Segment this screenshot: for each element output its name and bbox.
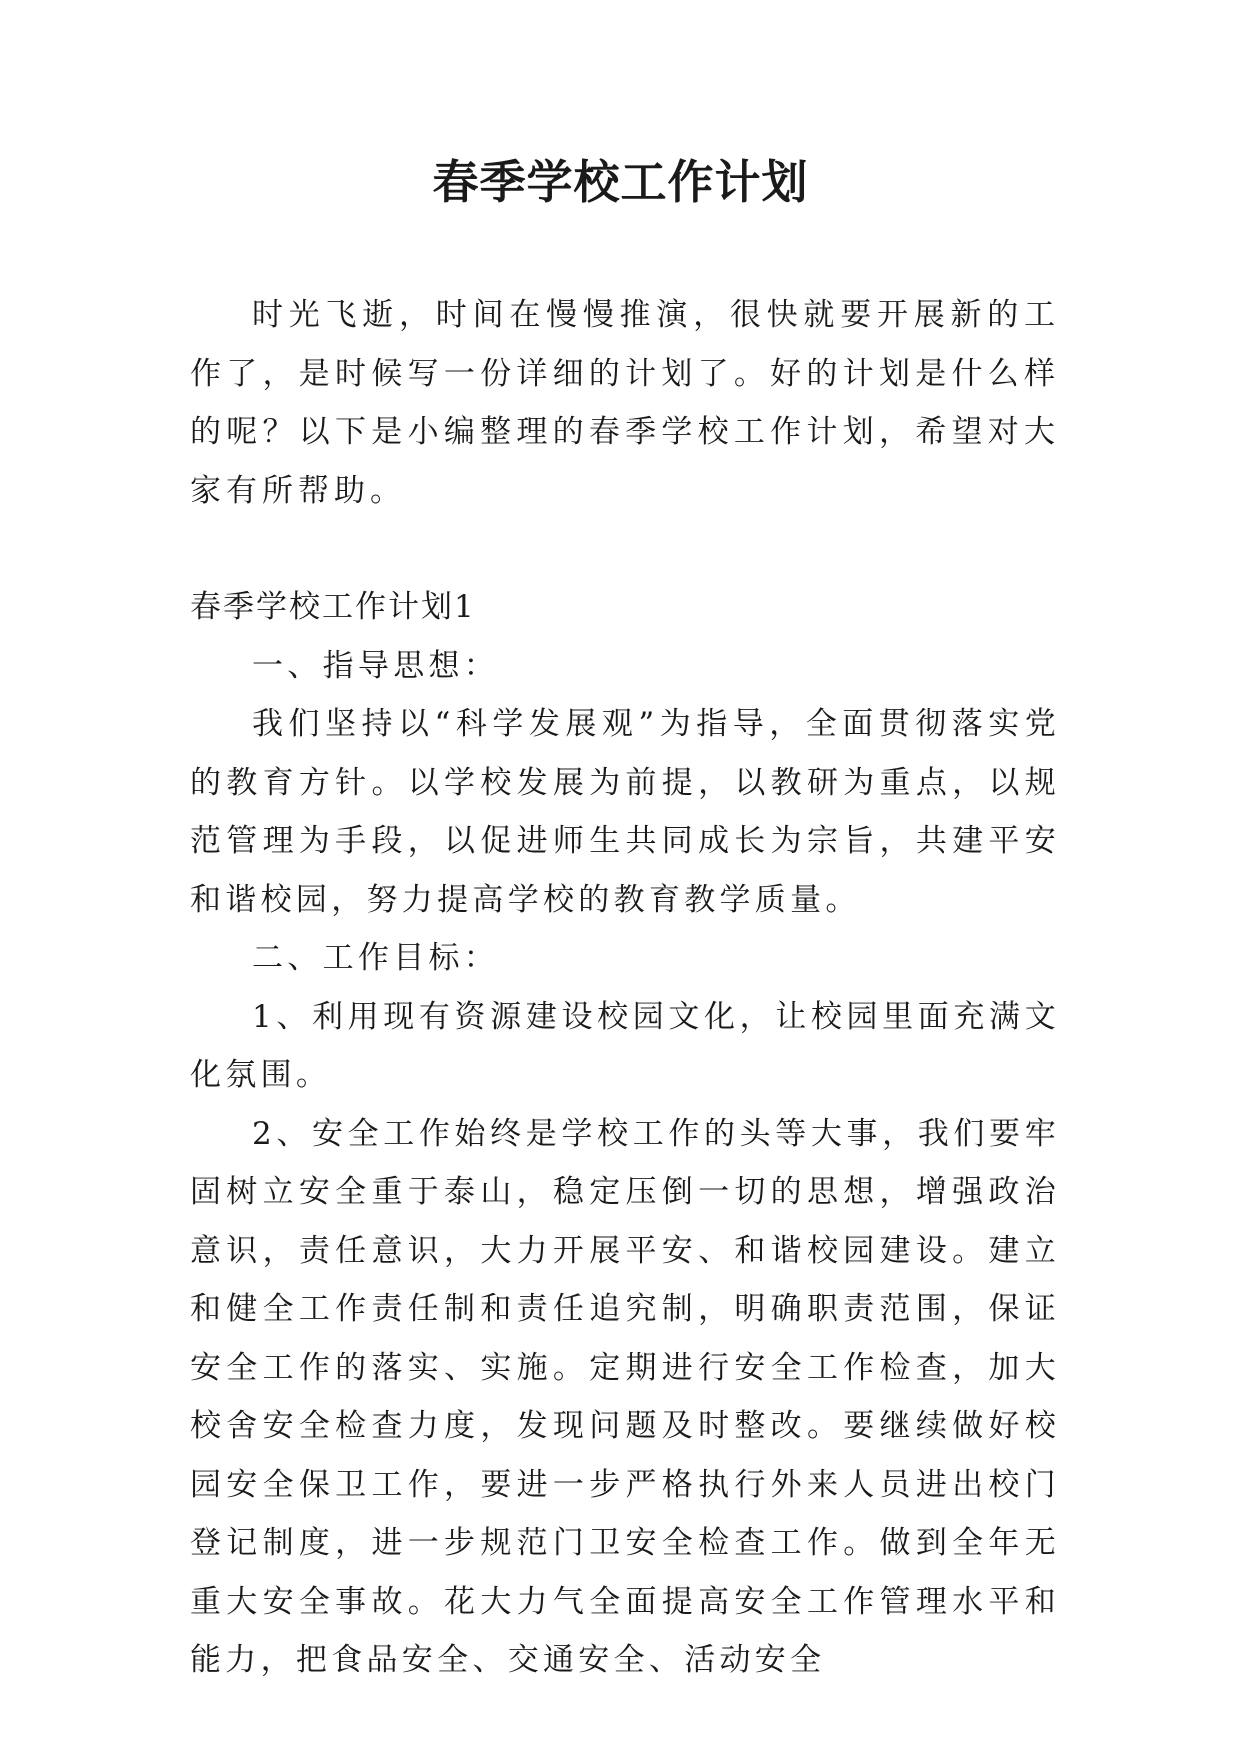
heading-guiding-ideology: 一、指导思想： [252,647,500,684]
goal-item-1: 1、利用现有资源建设校园文化，让校园里面充满文化氛围。 [190,998,1060,1093]
goal-item-2: 2、安全工作始终是学校工作的头等大事，我们要牢固树立安全重于泰山，稳定压倒一切的思想，增强政治意识，责任意识，大力开展平安、和谐校园建设。建立和健全工作责任制和责任追究制，明确职责范围，保证安全工作的落实、实施。定期进行安全工作检查，加大校舍安全检查力度，发现问题及时整改。要继续做好校园安全保卫工作，要进一步严格执行外来人员进出校门登记制度，进一步规范门卫安全检查工作。做到全年无重大安全事故。花大力气全面提高安全工作管理水平和能力，把食品安全、交通安全、活动安全 [190,1115,1060,1678]
intro-paragraph: 时光飞逝，时间在慢慢推演，很快就要开展新的工作了，是时候写一份详细的计划了。好的计划是什么样的呢？以下是小编整理的春季学校工作计划，希望对大家有所帮助。 [190,297,1060,509]
paragraph-spacer [190,520,1060,578]
paragraph-guiding-ideology: 我们坚持以“科学发展观”为指导，全面贯彻落实党的教育方针。以学校发展为前提，以教研为重点，以规范管理为手段，以促进师生共同成长为宗旨，共建平安和谐校园，努力提高学校的教育教学质量。 [190,706,1060,918]
heading-work-goals: 二、工作目标： [252,940,500,976]
section-title: 春季学校工作计划1 [190,589,476,625]
document-body [190,286,1060,1690]
document-title: 春季学校工作计划 [432,155,809,209]
